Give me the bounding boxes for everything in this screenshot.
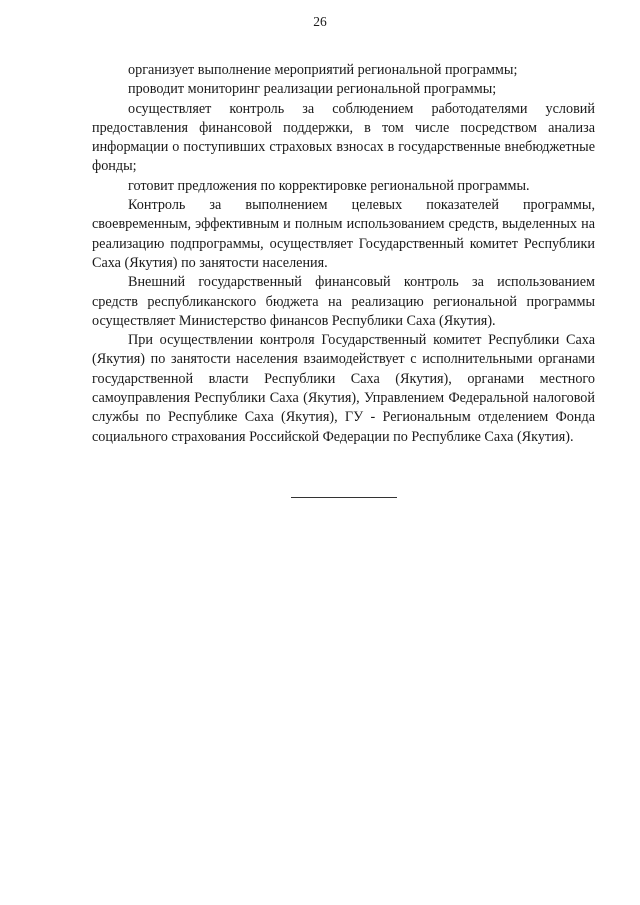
paragraph-external-financial-control: Внешний государственный финансовый контроль за использованием средств республиканского бюджета на реализацию региональной программы осуществляет Министерство финансов Республики Саха (Якутия).	[92, 274, 595, 329]
paragraph-organizes-events: организует выполнение мероприятий региональной программы;	[128, 62, 518, 78]
document-body	[92, 61, 595, 447]
paragraph-monitoring: проводит мониторинг реализации региональной программы;	[128, 81, 497, 98]
paragraph-employer-control: осуществляет контроль за соблюдением работодателями условий предоставления финансовой поддержки, в том числе посредством анализа информации о поступивших страховых взносах в государственные внебюджетные фонды;	[92, 100, 595, 175]
closing-divider	[291, 497, 397, 498]
paragraph-interaction: При осуществлении контроля Государственный комитет Республики Саха (Якутия) по занятости населения взаимодействует с исполнительными органами государственной власти Республики Саха (Якутия), органами местного самоуправления Республики Саха (Якутия), Управлением Федеральной налоговой службы по Республике Саха (Якутия), ГУ - Региональным отделением Фонда социального страхования Российской Федерации по Республике Саха (Якутия).	[92, 332, 595, 445]
page-number: 26	[313, 14, 327, 29]
paragraph-target-indicators-control: Контроль за выполнением целевых показателей программы, своевременным, эффективным и полным использованием средств, выделенных на реализацию подпрограммы, осуществляет Государственный комитет Республики Саха (Якутия) по занятости населения.	[92, 197, 595, 271]
paragraph-proposals: готовит предложения по корректировке региональной программы.	[128, 177, 530, 194]
